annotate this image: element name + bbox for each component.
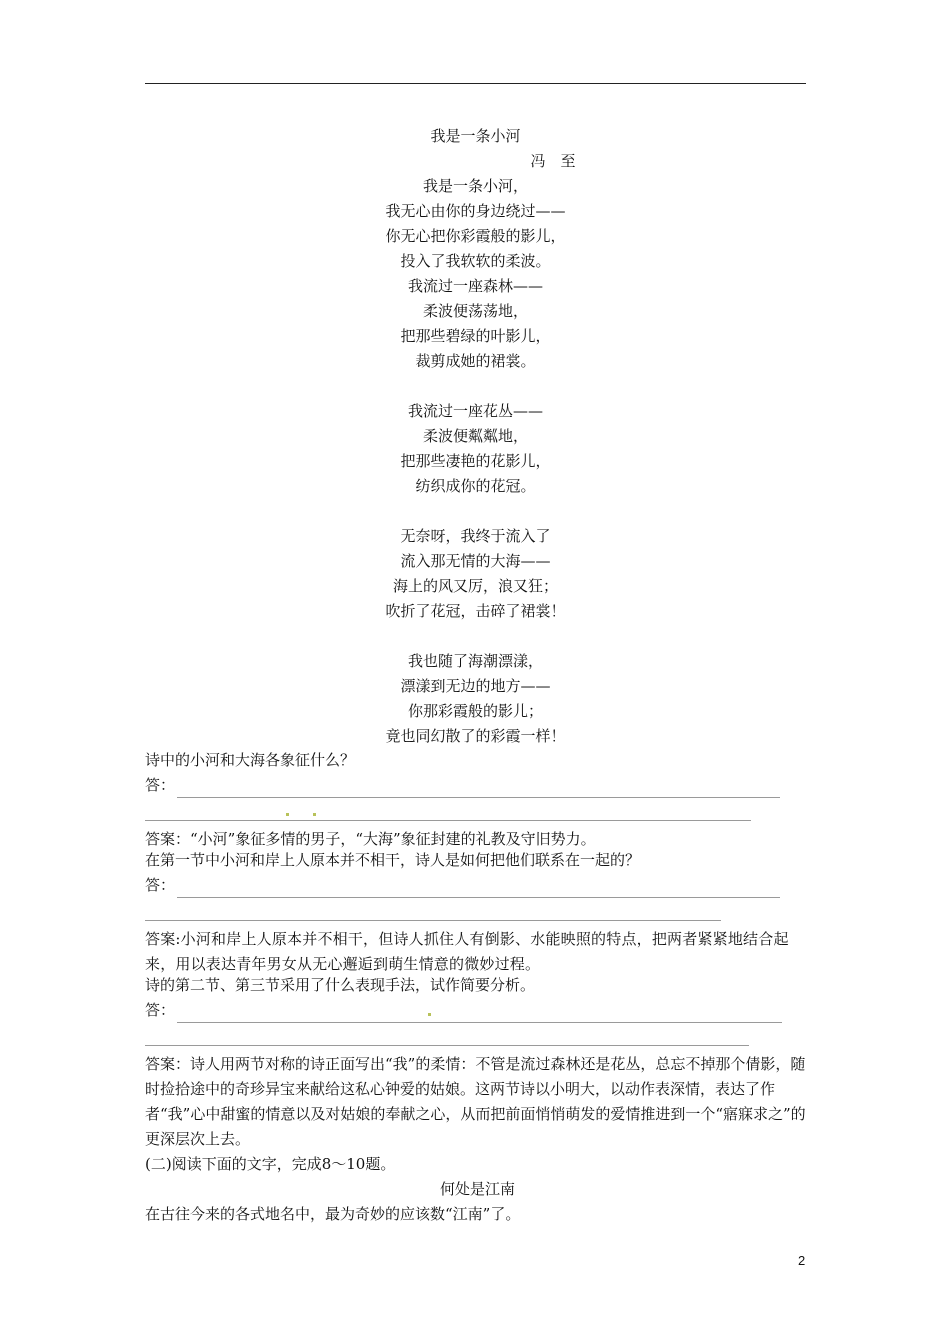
answer-blank[interactable] [145,920,721,921]
poem-line: 海上的风又厉，浪又狂； [392,577,558,595]
poem-line: 投入了我软软的柔波。 [400,252,551,270]
poem-line: 柔波便荡荡地， [422,302,528,320]
poem-line: 纺织成你的花冠。 [415,477,536,495]
answer-line [145,998,810,1023]
poem-line: 流入那无情的大海—— [400,552,551,570]
header-rule [145,83,806,84]
answer-line [145,873,810,898]
poem [145,124,806,749]
poem-line: 把那些凄艳的花影儿， [400,452,551,470]
poem-line: 漂漾到无边的地方—— [400,677,551,695]
answer-blank[interactable] [177,1008,782,1023]
answer-blank[interactable] [145,820,751,821]
scan-mark [286,813,289,816]
question-block-3 [145,973,810,1227]
poem-line: 我也随了海潮漂漾， [407,652,543,670]
section-first-line: 在古往今来的各式地名中，最为奇妙的应该数“江南”了。 [145,1205,521,1223]
poem-line: 吹折了花冠，击碎了裙裳！ [385,602,566,620]
question-text: 诗的第二节、第三节采用了什么表现手法，试作简要分析。 [145,976,536,994]
stanza-gap [145,499,806,524]
section-instruction: (二)阅读下面的文字，完成8～10题。 [145,1155,396,1173]
poem-title: 我是一条小河 [430,127,521,145]
scan-mark [313,813,316,816]
answer-prefix: 答： [145,776,176,794]
poem-line: 我流过一座森林—— [407,277,543,295]
stanza-gap [145,374,806,399]
poem-line: 竟也同幻散了的彩霞一样！ [385,727,566,745]
poem-line: 柔波便粼粼地， [422,427,528,445]
answer-text: 答案：“小河”象征多情的男子，“大海”象征封建的礼教及守旧势力。 [145,830,596,848]
answer-text: 答案：诗人用两节对称的诗正面写出“我”的柔情：不管是流过森林还是花丛，总忘不掉那个倩影，随时捡拾途中的奇珍异宝来献给这私心钟爱的姑娘。这两节诗以小明大，以动作表深情，表达了作者“我”心中甜蜜的情意以及对姑娘的奉献之心，从而把前面悄悄萌发的爱情推进到一个“寤寐求之”的更深层次上去。 [145,1055,806,1148]
section-title: 何处是江南 [439,1180,515,1198]
page-number: 2 [798,1253,806,1268]
question-block-2 [145,848,810,977]
answer-prefix: 答： [145,876,176,894]
answer-blank[interactable] [177,883,780,898]
answer-blank[interactable] [145,1045,749,1046]
poem-line: 裁剪成她的裙裳。 [415,352,536,370]
poem-line: 无奈呀，我终于流入了 [400,527,551,545]
poem-line: 你那彩霞般的影儿； [407,702,543,720]
stanza-gap [145,624,806,649]
answer-blank[interactable] [177,783,780,798]
answer-prefix: 答： [145,1001,176,1019]
poem-line: 把那些碧绿的叶影儿， [400,327,551,345]
poem-line: 我无心由你的身边绕过—— [385,202,566,220]
answer-line [145,773,810,798]
poem-line: 我流过一座花丛—— [407,402,543,420]
poem-line: 你无心把你彩霞般的影儿， [385,227,566,245]
question-block-1 [145,748,810,852]
question-text: 诗中的小河和大海各象征什么？ [145,751,356,769]
poem-line: 我是一条小河， [422,177,528,195]
poem-author: 冯 至 [530,152,576,170]
answer-text: 答案:小河和岸上人原本并不相干，但诗人抓住人有倒影、水能映照的特点，把两者紧紧地结合起来，用以表达青年男女从无心邂逅到萌生情意的微妙过程。 [145,930,789,973]
scan-mark [428,1013,431,1016]
question-text: 在第一节中小河和岸上人原本并不相干，诗人是如何把他们联系在一起的？ [145,851,641,869]
